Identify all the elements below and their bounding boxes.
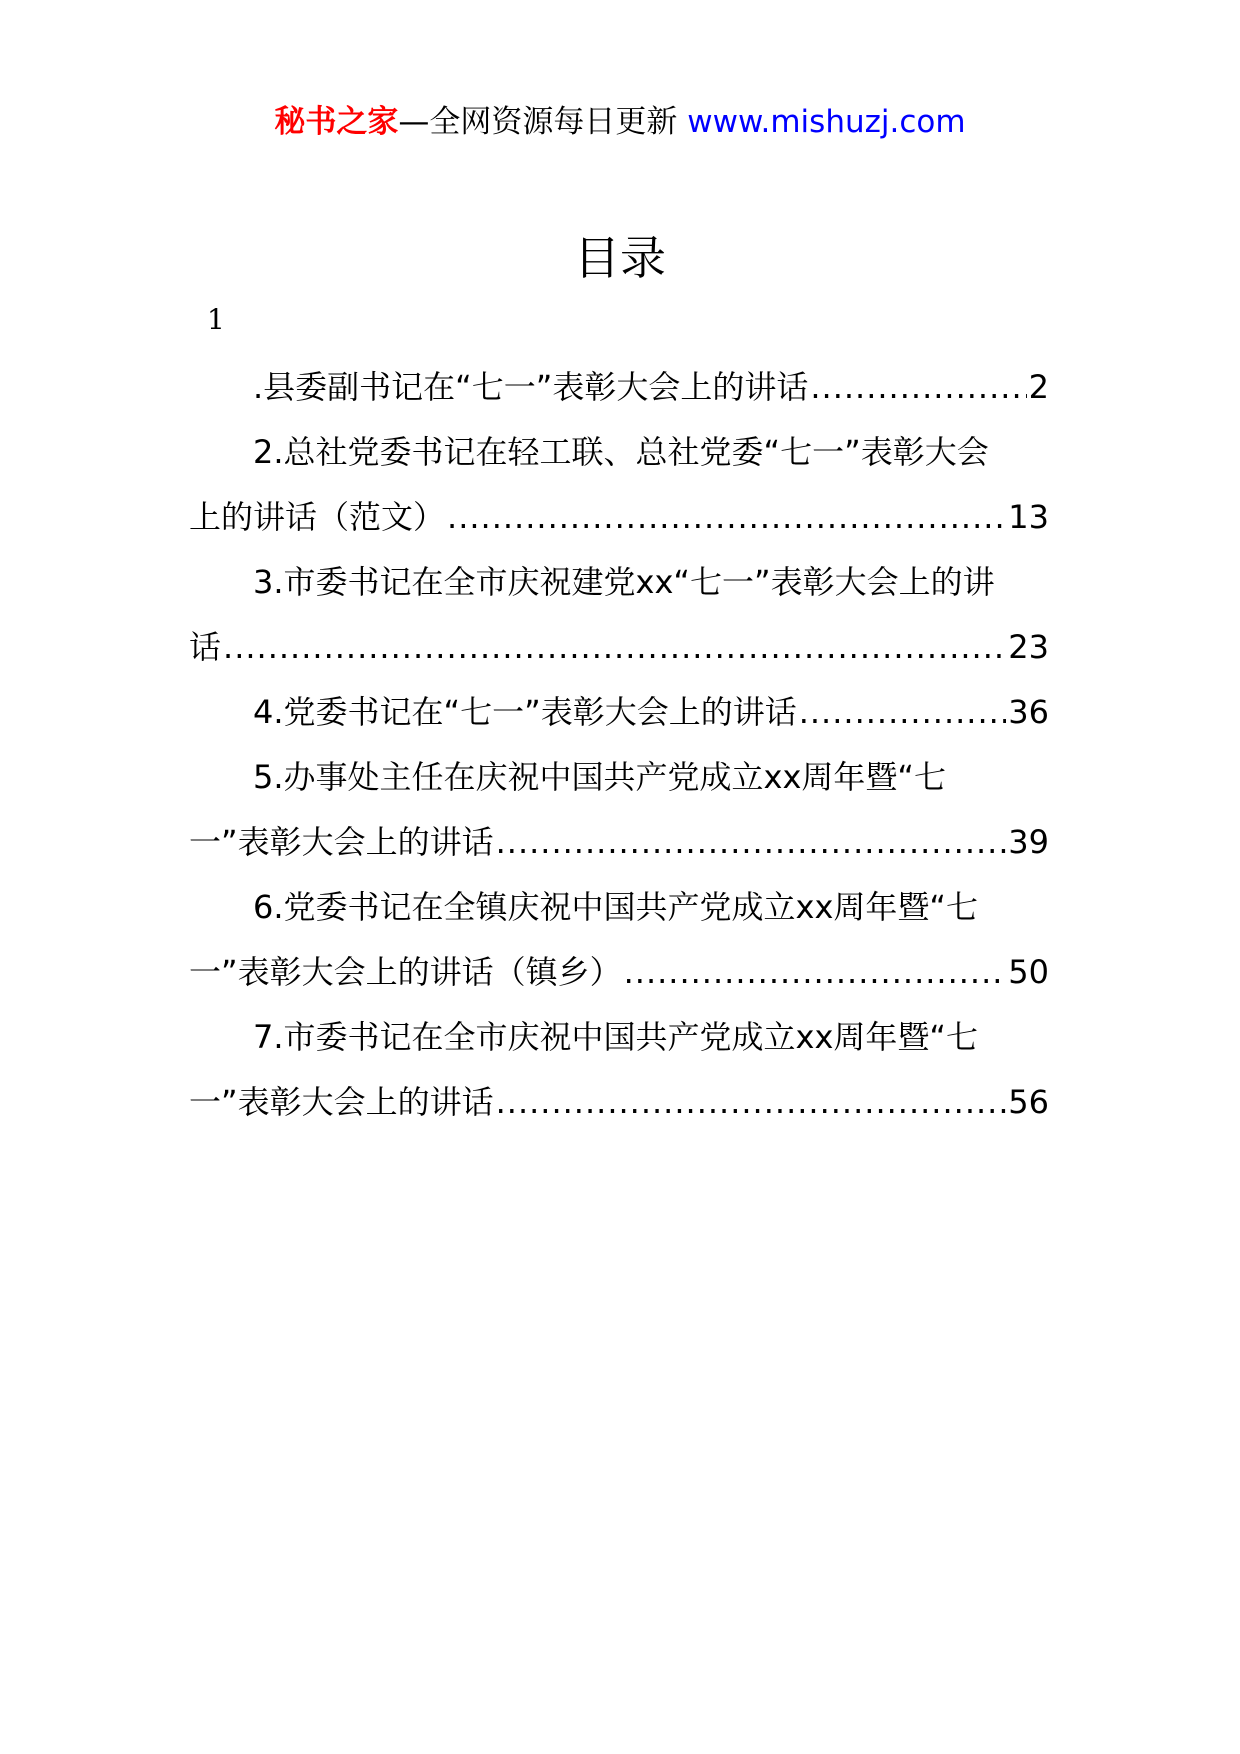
toc-entry-title-text: 一”表彰大会上的讲话	[189, 1083, 494, 1121]
toc-entry-title-line: 7.市委书记在全市庆祝中国共产党成立xx周年暨“七	[253, 1018, 978, 1056]
toc-entry-title-text: .县委副书记在“七一”表彰大会上的讲话	[253, 368, 809, 406]
toc-entry[interactable]	[189, 680, 1049, 745]
toc-entry-last-line	[189, 1070, 1049, 1135]
toc-entry[interactable]	[189, 875, 1049, 1005]
toc-entry-last-line	[189, 485, 1049, 550]
toc-entry-title-text: 4.党委书记在“七一”表彰大会上的讲话	[253, 693, 797, 731]
site-url-link[interactable]: www.mishuzj.com	[687, 104, 966, 140]
page-marker: 1	[207, 303, 225, 336]
toc-entry[interactable]	[189, 550, 1049, 680]
toc-entry-last-line	[189, 680, 1049, 745]
table-of-contents	[189, 355, 1049, 1135]
toc-entry-last-line	[189, 355, 1049, 420]
toc-entry-page-number: 36	[1008, 693, 1049, 731]
toc-entry-title-text: 一”表彰大会上的讲话	[189, 823, 494, 861]
toc-entry-title-line: 3.市委书记在全市庆祝建党xx“七一”表彰大会上的讲	[253, 563, 995, 601]
toc-entry-title-text: 一”表彰大会上的讲话（镇乡）	[189, 953, 622, 991]
dot-leader	[223, 615, 1006, 680]
toc-entry-title-line: 5.办事处主任在庆祝中国共产党成立xx周年暨“七	[253, 758, 946, 796]
toc-entry-page-number: 23	[1008, 628, 1049, 666]
toc-title: 目录	[574, 231, 666, 285]
toc-entry-last-line	[189, 810, 1049, 875]
dot-leader	[799, 680, 1007, 745]
toc-entry-title-text: 话	[189, 628, 222, 666]
header-tagline: —全网资源每日更新	[398, 104, 688, 140]
toc-entry-page-number: 50	[1008, 953, 1049, 991]
dot-leader	[624, 940, 1007, 1005]
dot-leader	[447, 485, 1006, 550]
toc-entry-page-number: 13	[1008, 498, 1049, 536]
toc-entry-title-text: 上的讲话（范文）	[189, 498, 446, 536]
toc-entry-page-number: 39	[1008, 823, 1049, 861]
toc-entry[interactable]	[189, 355, 1049, 420]
brand-name: 秘书之家	[274, 104, 399, 140]
toc-entry-last-line	[189, 615, 1049, 680]
dot-leader	[810, 355, 1026, 420]
toc-entry-last-line	[189, 940, 1049, 1005]
toc-entry-title-line: 6.党委书记在全镇庆祝中国共产党成立xx周年暨“七	[253, 888, 978, 926]
toc-entry-title-line: 2.总社党委书记在轻工联、总社党委“七一”表彰大会	[253, 433, 989, 471]
toc-entry[interactable]	[189, 420, 1049, 550]
toc-entry-page-number: 2	[1028, 368, 1049, 406]
dot-leader	[496, 810, 1007, 875]
toc-entry[interactable]	[189, 745, 1049, 875]
site-header	[0, 100, 1240, 144]
toc-entry-page-number: 56	[1008, 1083, 1049, 1121]
toc-entry[interactable]	[189, 1005, 1049, 1135]
dot-leader	[496, 1070, 1007, 1135]
